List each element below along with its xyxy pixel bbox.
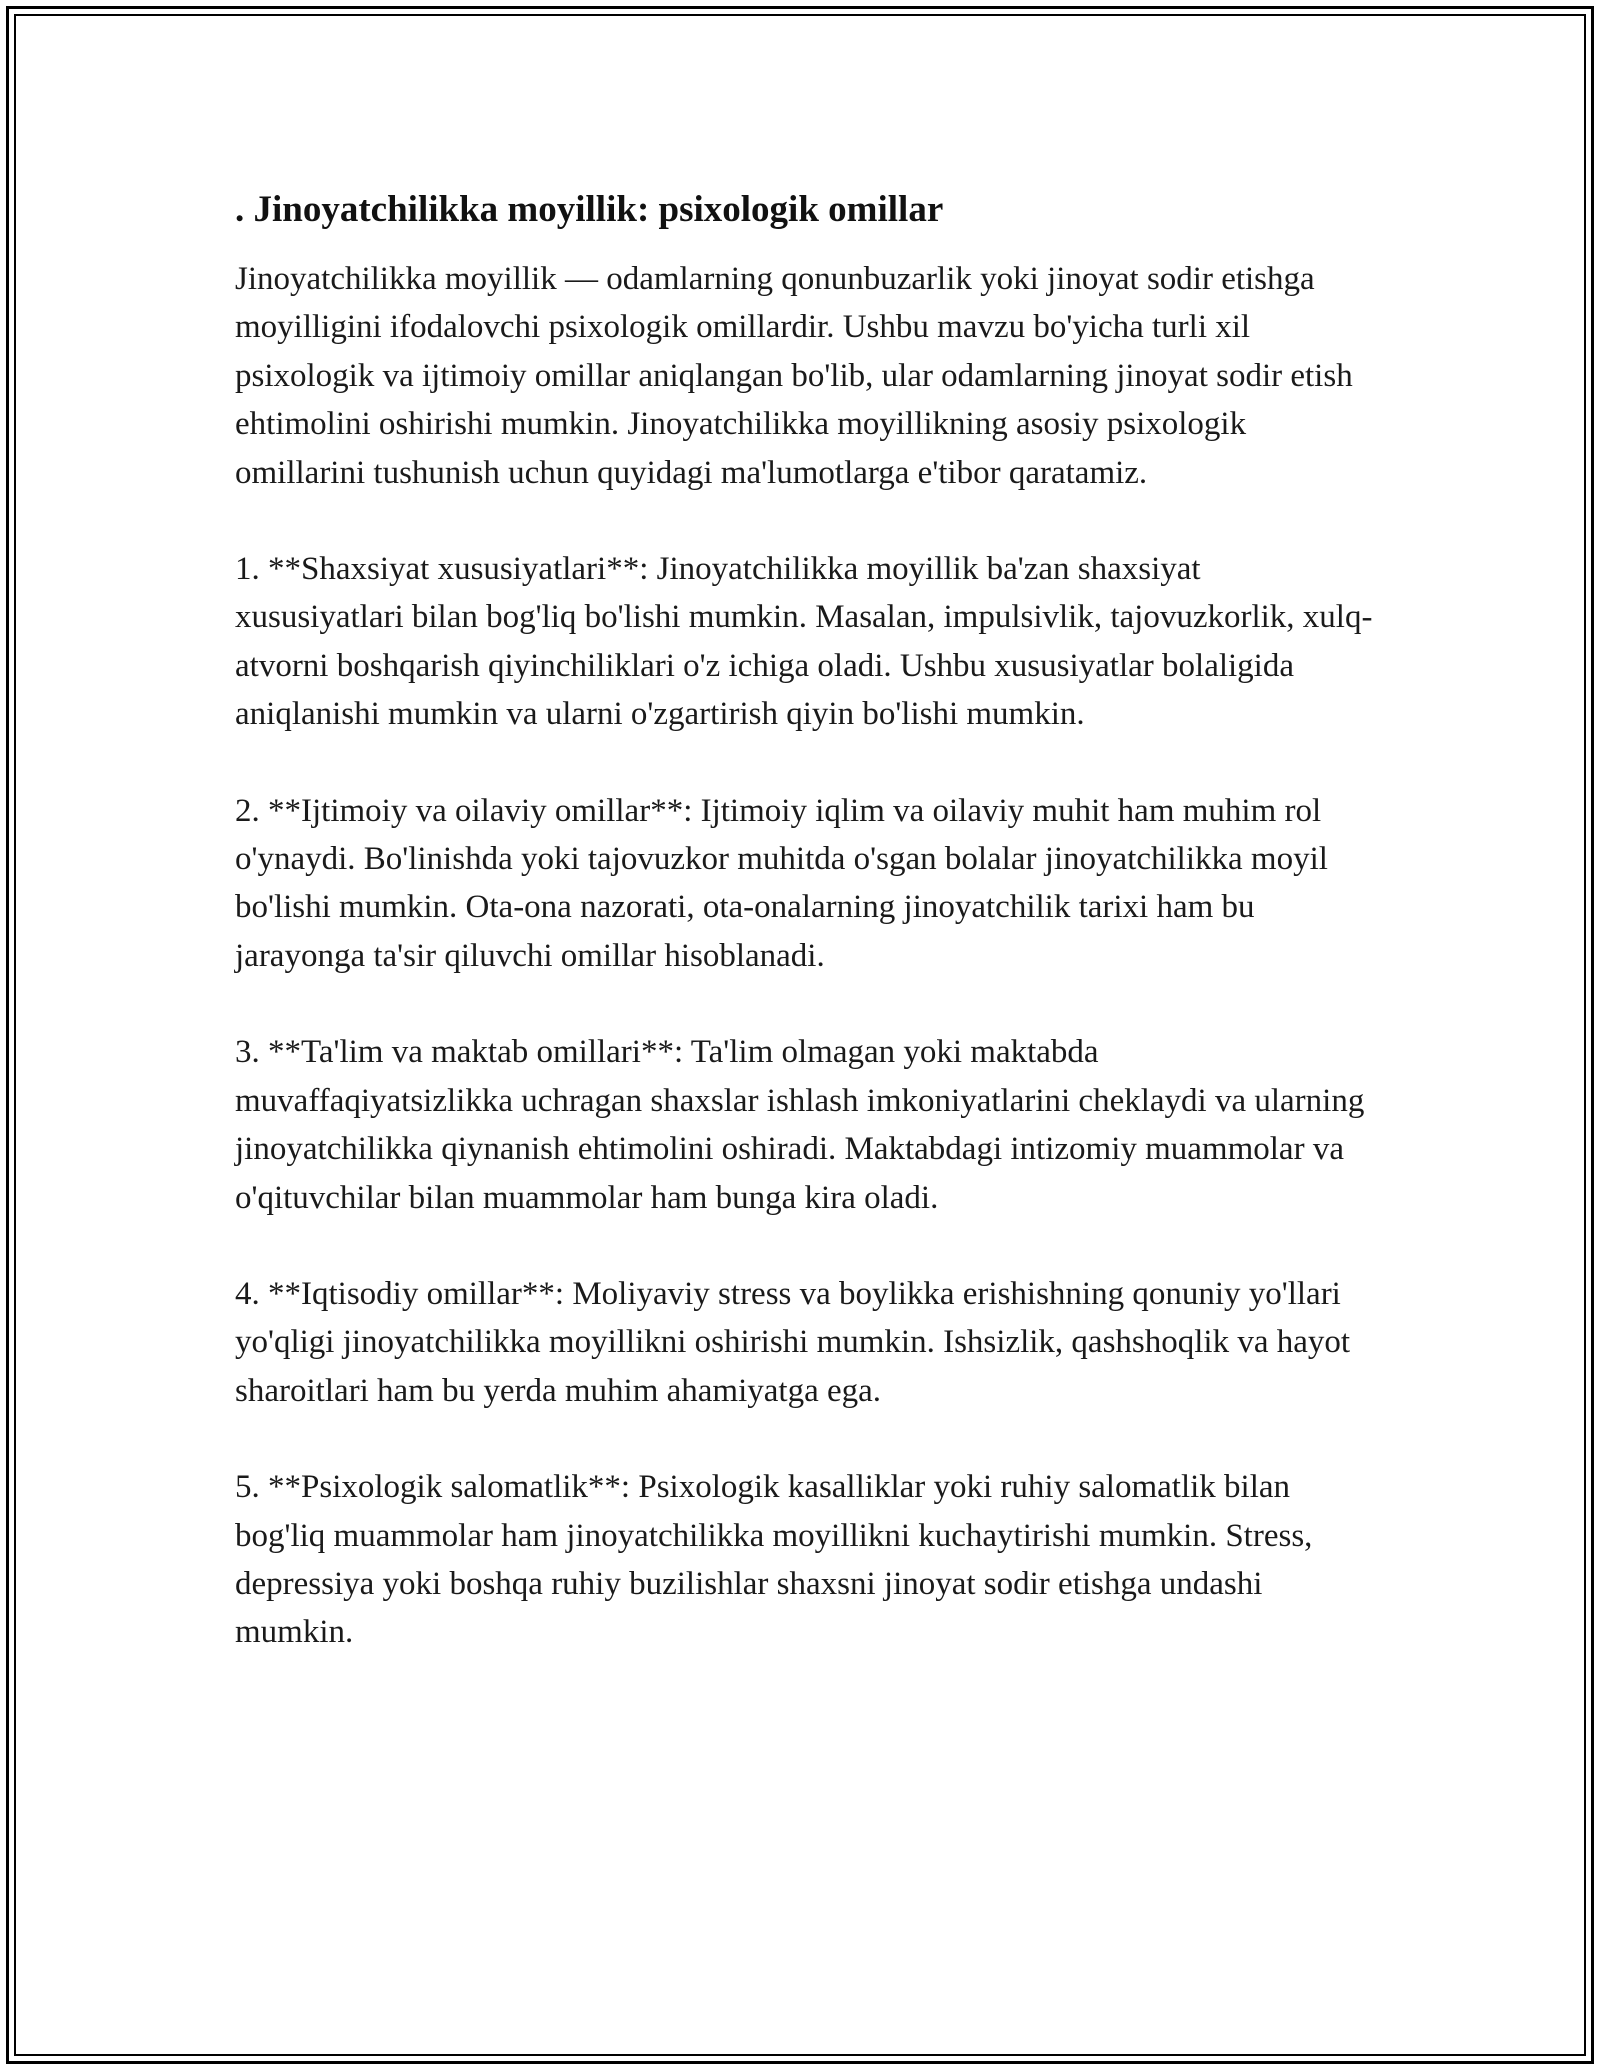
list-item: 3. **Ta'lim va maktab omillari**: Ta'lim olmagan yoki maktabda muvaffaqiyatsizlikka uchragan shaxslar ishlash imkoniyatlarini cheklaydi va ularning jinoyatchilikka qiynanish ehtimolini oshiradi. Maktabdagi intizomiy muammolar va o'qituvchilar bilan muammolar ham bunga kira oladi. <box>235 1034 1365 1216</box>
document-title: . Jinoyatchilikka moyillik: psixologik omillar <box>235 189 944 230</box>
list-item: 1. **Shaxsiyat xususiyatlari**: Jinoyatchilikka moyillik ba'zan shaxsiyat xususiyatlari bilan bog'liq bo'lishi mumkin. Masalan, impulsivlik, tajovuzkorlik, xulq-atvorni boshqarish qiyinchiliklari o'z ichiga oladi. Ushbu xususiyatlar bolaligida aniqlanishi mumkin va ularni o'zgartirish qiyin bo'lishi mumkin. <box>235 551 1373 733</box>
intro-paragraph: Jinoyatchilikka moyillik — odamlarning qonunbuzarlik yoki jinoyat sodir etishga moyilligini ifodalovchi psixologik omillardir. Ushbu mavzu bo'yicha turli xil psixologik va ijtimoiy omillar aniqlangan bo'lib, ular odamlarning jinoyat sodir etish ehtimolini oshirishi mumkin. Jinoyatchilikka moyillikning asosiy psixologik omillarini tushunish uchun quyidagi ma'lumotlarga e'tibor qaratamiz. <box>235 261 1353 491</box>
document-body <box>235 185 1375 1705</box>
list-item: 4. **Iqtisodiy omillar**: Moliyaviy stress va boylikka erishishning qonuniy yo'llari yo'qligi jinoyatchilikka moyillikni oshirishi mumkin. Ishsizlik, qashshoqlik va hayot sharoitlari ham bu yerda muhim ahamiyatga ega. <box>235 1275 1351 1409</box>
list-item: 5. **Psixologik salomatlik**: Psixologik kasalliklar yoki ruhiy salomatlik bilan bog'liq muammolar ham jinoyatchilikka moyillikni kuchaytirishi mumkin. Stress, depressiya yoki boshqa ruhiy buzilishlar shaxsni jinoyat sodir etishga undashi mumkin. <box>235 1469 1313 1651</box>
list-item: 2. **Ijtimoiy va oilaviy omillar**: Ijtimoiy iqlim va oilaviy muhit ham muhim rol o'ynaydi. Bo'linishda yoki tajovuzkor muhitda o'sgan bolalar jinoyatchilikka moyil bo'lishi mumkin. Ota-ona nazorati, ota-onalarning jinoyatchilik tarixi ham bu jarayonga ta'sir qiluvchi omillar hisoblanadi. <box>235 792 1328 974</box>
